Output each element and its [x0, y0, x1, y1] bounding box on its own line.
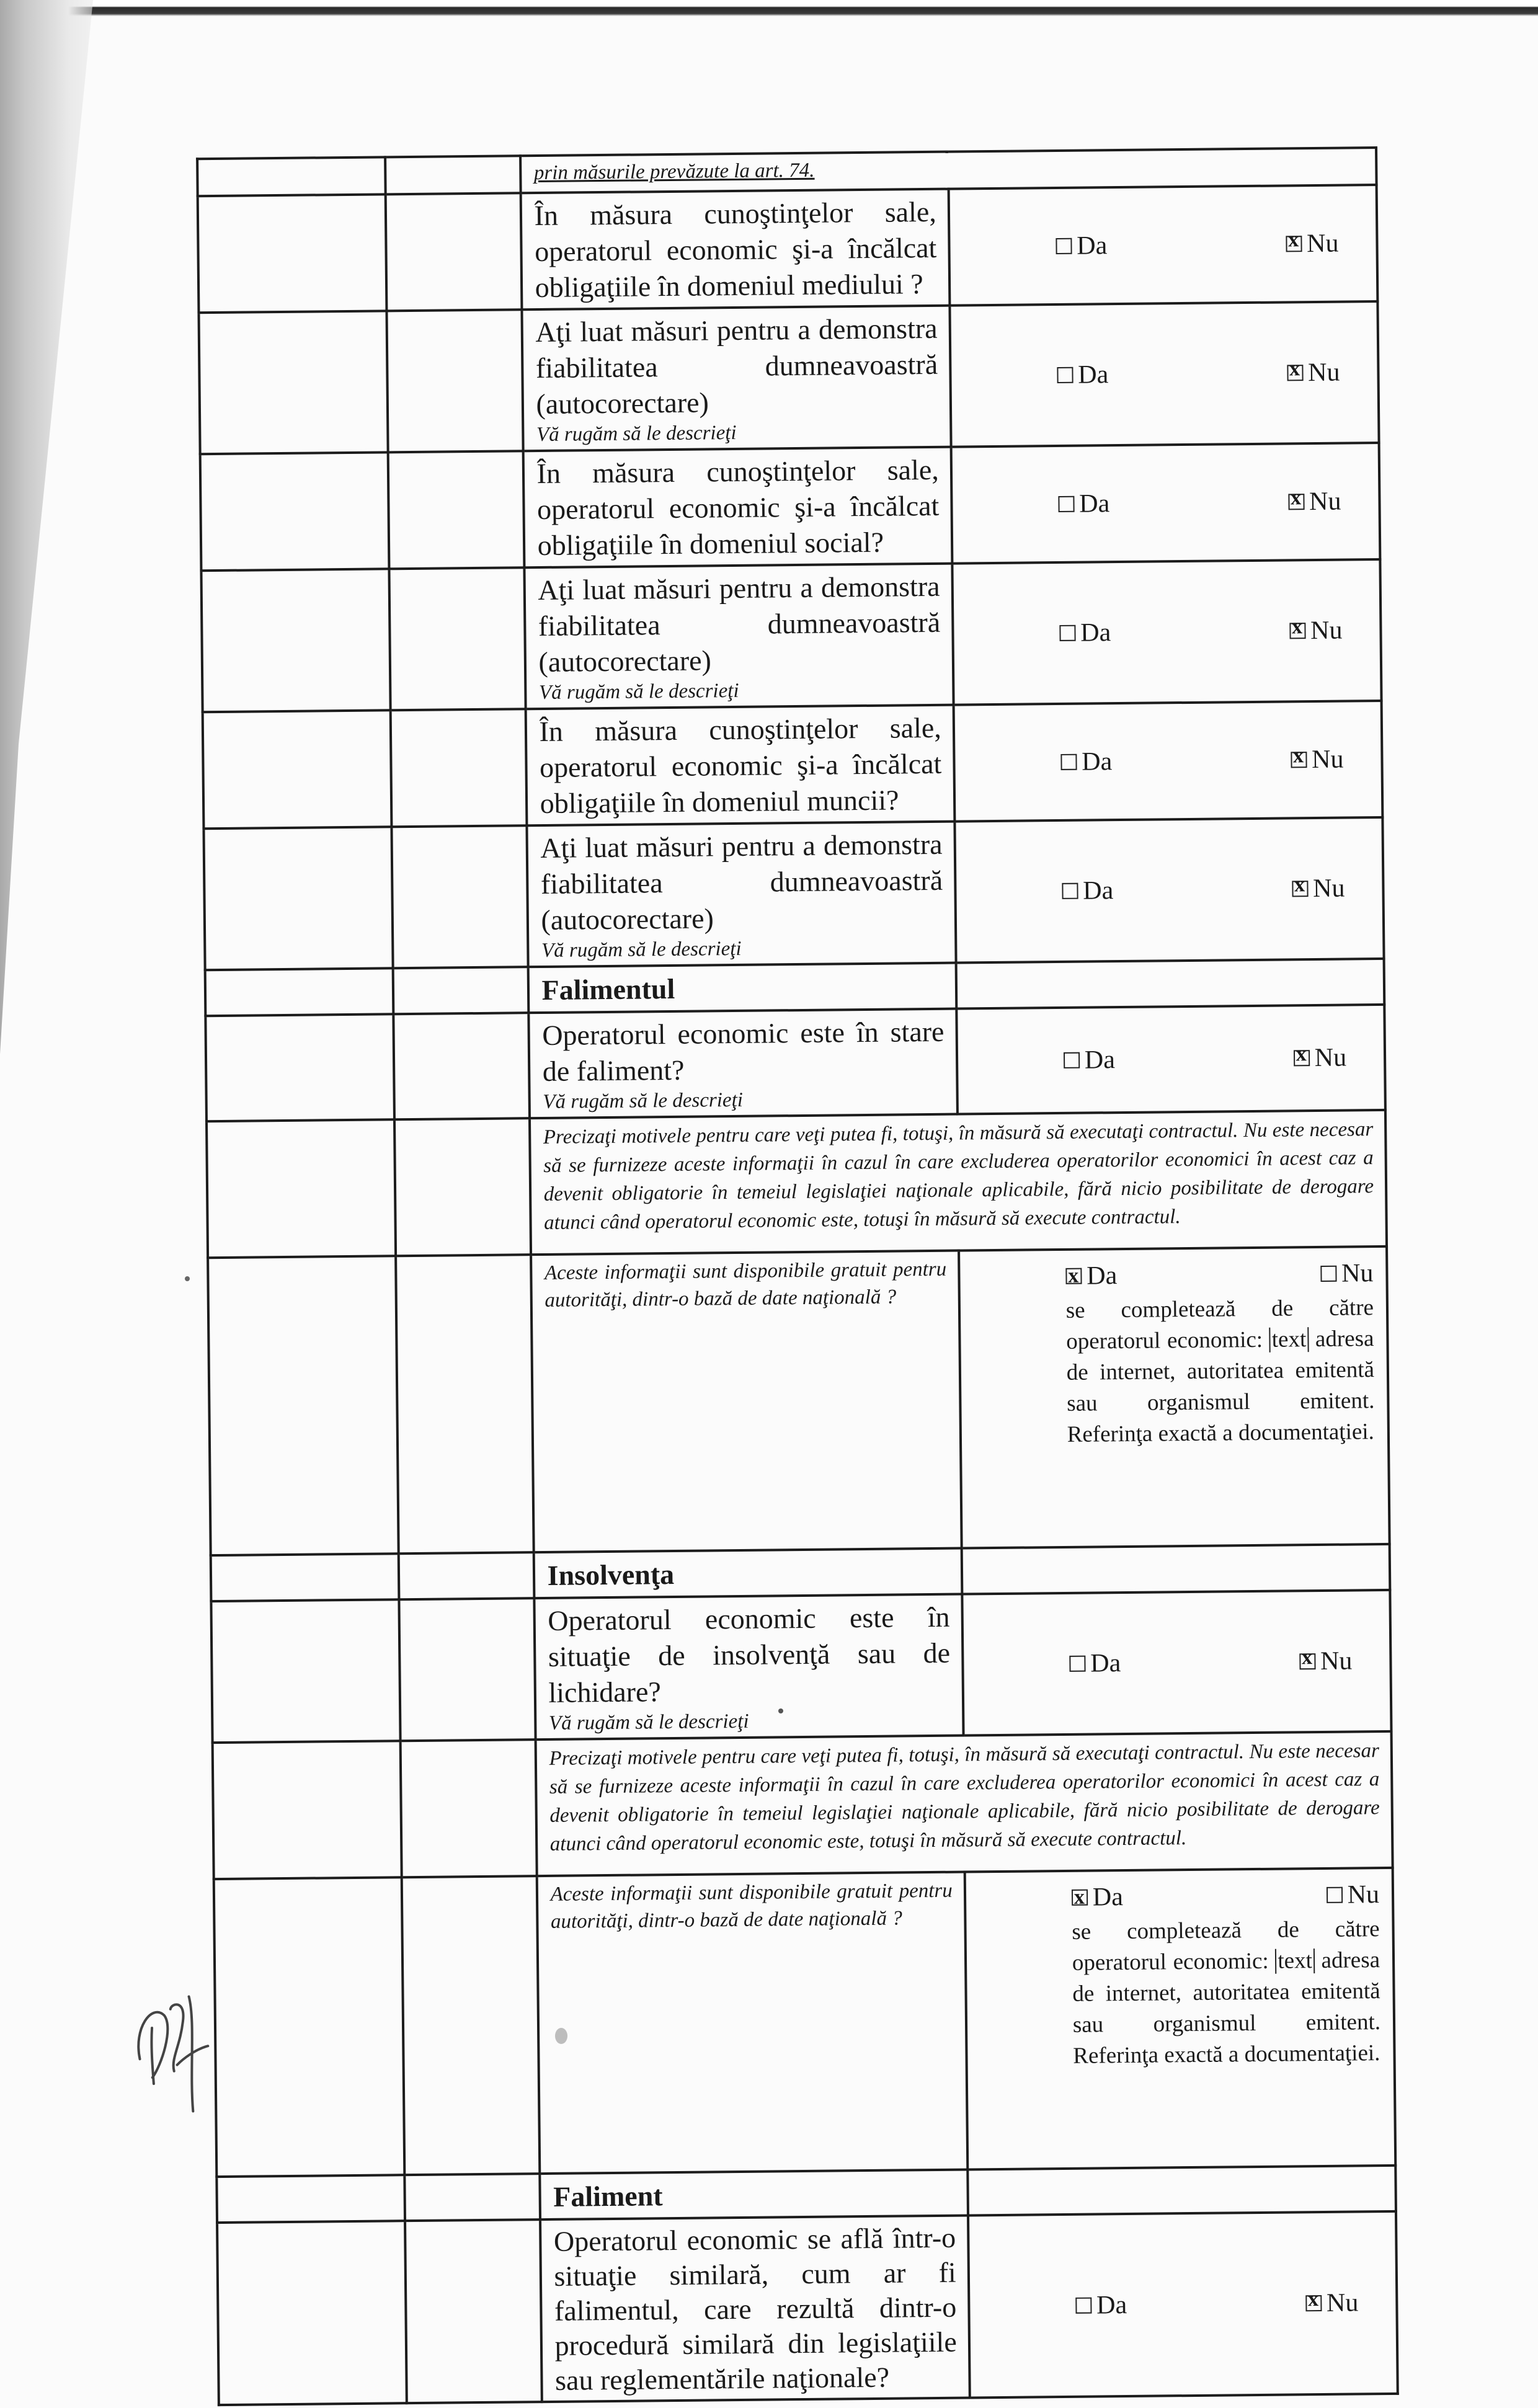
database-question-cell [536, 1872, 967, 2174]
question-cell [527, 822, 956, 967]
empty-cell [961, 1544, 1390, 1594]
empty-cell [394, 1013, 530, 1119]
option-nu[interactable] [1286, 229, 1339, 259]
checkbox-empty-icon[interactable] [1057, 367, 1073, 383]
database-question-cell [531, 1251, 962, 1553]
checkbox-checked-icon[interactable] [1287, 365, 1303, 381]
database-question: Aceste informaţii sunt disponibile gratuit pentru autorităţi, dintr-o bază de date naţională ? [544, 1258, 947, 1312]
option-label: Nu [1347, 1880, 1380, 1909]
option-label: Da [1082, 747, 1113, 776]
empty-cell [216, 2175, 405, 2223]
checkbox-empty-icon[interactable] [1327, 1887, 1343, 1903]
checkbox-empty-icon[interactable] [1058, 496, 1074, 512]
question-text: În măsura cunoştinţelor sale, operatorul economic şi-a încălcat obligaţiile în domeniul muncii? [539, 711, 942, 820]
empty-cell [203, 827, 393, 970]
explanation-text: Precizaţi motivele pentru care veţi putea fi, totuşi, în măsură să executaţi contractul. Nu este necesar să se furnizeze aceste informaţii în cazul în care excluderea operatorilor economici în acest caz a devenit obligatorie în temeiul legislaţiei naţionale aplicabile, fără nicio posibilitate de derogare atunci când operatorul economic este, totuşi în măsură să execute contractul. [549, 1739, 1380, 1855]
hint-text: Vă rugăm să le descrieţi [543, 1088, 744, 1113]
option-label: Nu [1320, 1646, 1353, 1676]
option-nu[interactable] [1294, 1043, 1347, 1073]
explanation-cell [530, 1110, 1387, 1255]
empty-cell [207, 1119, 396, 1258]
option-nu[interactable] [1288, 487, 1341, 517]
option-nu[interactable] [1291, 745, 1344, 775]
reference-text-field[interactable]: text [1275, 1948, 1315, 1974]
option-da[interactable] [1075, 2290, 1127, 2321]
empty-cell [402, 1876, 540, 2175]
option-nu[interactable] [1289, 616, 1343, 646]
empty-cell [198, 311, 388, 454]
empty-cell [391, 709, 527, 827]
answer-cell [951, 443, 1380, 564]
hint-text: Vă rugăm să le descrieţi [541, 937, 742, 962]
table-row [213, 1731, 1393, 1879]
detail-suffix: adresa de internet, autoritatea emitentă sau organismul emitent. Referinţa exactă a documentaţiei. [1066, 1326, 1375, 1447]
question-text: Aţi luat măsuri pentru a demonstra fiabilitatea dumneavoastră (autocorectare) [540, 828, 943, 936]
checkbox-checked-icon[interactable] [1289, 623, 1305, 639]
option-label: Nu [1312, 874, 1345, 904]
detail-prefix: se completează de către operatorul economic: [1072, 1916, 1380, 1976]
detail-suffix: adresa de internet, autoritatea emitentă sau organismul emitent. Referinţa exactă a documentaţiei. [1072, 1947, 1381, 2069]
empty-cell [198, 194, 387, 313]
checkbox-checked-icon[interactable] [1299, 1653, 1315, 1669]
table-row [205, 1005, 1385, 1121]
checkbox-empty-icon[interactable] [1069, 1656, 1085, 1672]
database-detail [1066, 1292, 1376, 1451]
hint-text: Vă rugăm să le descrieţi [548, 1710, 749, 1735]
empty-cell [399, 1598, 535, 1741]
option-da[interactable] [1059, 618, 1111, 648]
checkbox-checked-icon[interactable] [1065, 1268, 1082, 1284]
empty-cell [211, 1599, 401, 1743]
empty-cell [386, 193, 522, 311]
option-label: Nu [1306, 229, 1339, 259]
section-heading-cell [528, 963, 956, 1013]
option-label: Nu [1311, 745, 1344, 775]
empty-cell [405, 2219, 541, 2403]
empty-cell [205, 1014, 394, 1121]
answer-cell [953, 701, 1382, 822]
handwritten-signature [127, 1990, 215, 2115]
option-label: Da [1083, 876, 1114, 905]
question-cell [540, 2215, 970, 2402]
option-label: Nu [1314, 1043, 1347, 1073]
question-cell [523, 447, 952, 568]
option-label: Nu [1309, 487, 1341, 517]
empty-cell [405, 2174, 540, 2221]
database-question: Aceste informaţii sunt disponibile gratuit pentru autorităţi, dintr-o bază de date naţională ? [550, 1879, 953, 1933]
checkbox-checked-icon[interactable] [1294, 1050, 1310, 1066]
section-heading: Falimentul [541, 972, 675, 1006]
checkbox-empty-icon[interactable] [1060, 754, 1077, 770]
empty-cell [967, 2166, 1396, 2216]
question-cell [524, 564, 953, 709]
detail-prefix: se completează de către operatorul economic: [1065, 1295, 1374, 1354]
option-da[interactable] [1065, 1260, 1117, 1292]
hint-text: Vă rugăm să le descrieţi [536, 421, 737, 447]
table-row [208, 1246, 1390, 1555]
option-label: Da [1079, 489, 1110, 518]
empty-cell [213, 1741, 402, 1879]
table-row [198, 301, 1379, 454]
empty-cell [203, 710, 392, 829]
checkbox-checked-icon[interactable] [1072, 1890, 1088, 1906]
option-da[interactable] [1057, 360, 1108, 390]
database-answer-cell [959, 1246, 1390, 1548]
empty-cell [392, 825, 528, 968]
section-heading-cell [540, 2169, 968, 2219]
option-da[interactable] [1069, 1648, 1121, 1679]
answer-cell [948, 185, 1377, 306]
checkbox-checked-icon[interactable] [1292, 881, 1308, 897]
question-text: În măsura cunoştinţelor sale, operatorul economic şi-a încălcat obligaţiile în domeniul social? [536, 453, 940, 562]
option-label: Da [1092, 1883, 1124, 1912]
option-label: Da [1078, 360, 1109, 389]
option-label: Nu [1310, 616, 1343, 646]
table-row [201, 559, 1381, 712]
option-da[interactable] [1072, 1882, 1123, 1913]
empty-cell [401, 1739, 536, 1877]
section-heading-cell [533, 1548, 962, 1599]
table-row [203, 817, 1384, 970]
question-cell [528, 1009, 958, 1119]
section-heading: Faliment [553, 2180, 663, 2213]
database-detail [1072, 1914, 1381, 2072]
empty-cell [217, 2221, 407, 2405]
question-cell [534, 1594, 963, 1740]
checkbox-checked-icon[interactable] [1288, 494, 1304, 510]
question-cell [522, 306, 951, 451]
question-text: Operatorul economic este în stare de faliment? [542, 1015, 945, 1087]
checkbox-empty-icon[interactable] [1320, 1266, 1336, 1282]
scan-speck [778, 1708, 783, 1713]
option-da[interactable] [1064, 1045, 1115, 1075]
checkbox-empty-icon[interactable] [1075, 2298, 1091, 2314]
table-row [214, 1868, 1396, 2177]
empty-cell [208, 1256, 399, 1555]
empty-cell [211, 1553, 399, 1601]
section-heading: Insolvenţa [547, 1558, 675, 1591]
empty-cell [197, 157, 386, 196]
option-label: Da [1087, 1261, 1118, 1291]
empty-cell [214, 1877, 405, 2177]
exclusion-criteria-table [196, 146, 1399, 2406]
option-nu[interactable] [1299, 1646, 1353, 1676]
table-row [217, 2211, 1398, 2405]
checkbox-empty-icon[interactable] [1062, 883, 1078, 899]
explanation-cell [535, 1731, 1392, 1876]
database-answer-cell [964, 1868, 1395, 2170]
checkbox-checked-icon[interactable] [1305, 2295, 1322, 2311]
option-da[interactable] [1058, 489, 1109, 519]
option-da[interactable] [1060, 747, 1112, 777]
option-nu[interactable] [1292, 874, 1345, 904]
question-text: În măsura cunoştinţelor sale, operatorul economic şi-a încălcat obligaţiile în domeniul mediului ? [534, 195, 937, 304]
option-nu[interactable] [1305, 2288, 1359, 2318]
empty-cell [399, 1552, 534, 1599]
checkbox-empty-icon[interactable] [1056, 238, 1072, 254]
continuation-text: prin măsurile prevăzute la art. 74. [533, 159, 815, 185]
checkbox-empty-icon[interactable] [1059, 625, 1075, 641]
empty-cell [200, 452, 389, 571]
empty-cell [956, 959, 1384, 1009]
scan-speck [185, 1276, 190, 1281]
answer-cell [949, 301, 1379, 447]
option-label: Da [1090, 1649, 1121, 1678]
table-row [207, 1110, 1387, 1258]
empty-cell [205, 968, 394, 1016]
question-text: Operatorul economic se află într-o situaţie similară, cum ar fi falimentul, care rezultă dintr-o procedură similară din legislaţiile sau reglementările naţionale? [553, 2221, 957, 2396]
checkbox-empty-icon[interactable] [1064, 1052, 1080, 1068]
checkbox-checked-icon[interactable] [1286, 236, 1302, 252]
option-label: Da [1096, 2291, 1127, 2320]
option-label: Nu [1326, 2288, 1359, 2317]
option-label: Da [1080, 618, 1111, 647]
option-nu[interactable] [1320, 1258, 1374, 1289]
table-row [203, 701, 1383, 829]
option-da[interactable] [1056, 231, 1107, 261]
empty-cell [385, 156, 520, 194]
option-nu[interactable] [1326, 1879, 1379, 1911]
hint-text: Vă rugăm să le descrieţi [538, 679, 739, 704]
reference-text-field[interactable]: text [1269, 1327, 1309, 1353]
scan-speck [555, 2028, 567, 2044]
answer-cell [962, 1590, 1391, 1736]
empty-cell [396, 1255, 533, 1553]
empty-cell [388, 451, 524, 569]
question-cell [525, 705, 954, 826]
option-label: Da [1084, 1046, 1116, 1075]
question-text: Operatorul economic este în situaţie de insolvenţă sau de lichidare? [548, 1601, 951, 1708]
table-row [198, 185, 1378, 313]
empty-cell [393, 967, 528, 1014]
empty-cell [394, 1118, 530, 1256]
option-nu[interactable] [1287, 358, 1340, 388]
answer-cell [952, 559, 1381, 705]
explanation-text: Precizaţi motivele pentru care veţi putea fi, totuşi, în măsură să executaţi contractul. Nu este necesar să se furnizeze aceste informaţii în cazul în care excluderea operatorilor economici în acest caz a devenit obligatorie în temeiul legislaţiei naţionale aplicabile, fără nicio posibilitate de derogare atunci când operatorul economic este, totuşi în măsură să execute contractul. [543, 1118, 1374, 1234]
option-label: Da [1077, 231, 1108, 260]
answer-cell [956, 1005, 1385, 1114]
answer-cell [954, 817, 1384, 963]
question-cell [520, 189, 949, 310]
table-row [200, 443, 1380, 571]
empty-cell [201, 569, 391, 712]
option-label: Nu [1307, 358, 1340, 388]
checkbox-checked-icon[interactable] [1291, 752, 1307, 768]
empty-cell [387, 309, 523, 452]
option-label: Nu [1341, 1259, 1374, 1288]
answer-cell [968, 2211, 1398, 2398]
option-da[interactable] [1062, 876, 1113, 906]
empty-cell [389, 567, 525, 710]
question-text: Aţi luat măsuri pentru a demonstra fiabilitatea dumneavoastră (autocorectare) [538, 570, 941, 678]
table-row [211, 1590, 1391, 1743]
question-text: Aţi luat măsuri pentru a demonstra fiabilitatea dumneavoastră (autocorectare) [535, 312, 938, 420]
